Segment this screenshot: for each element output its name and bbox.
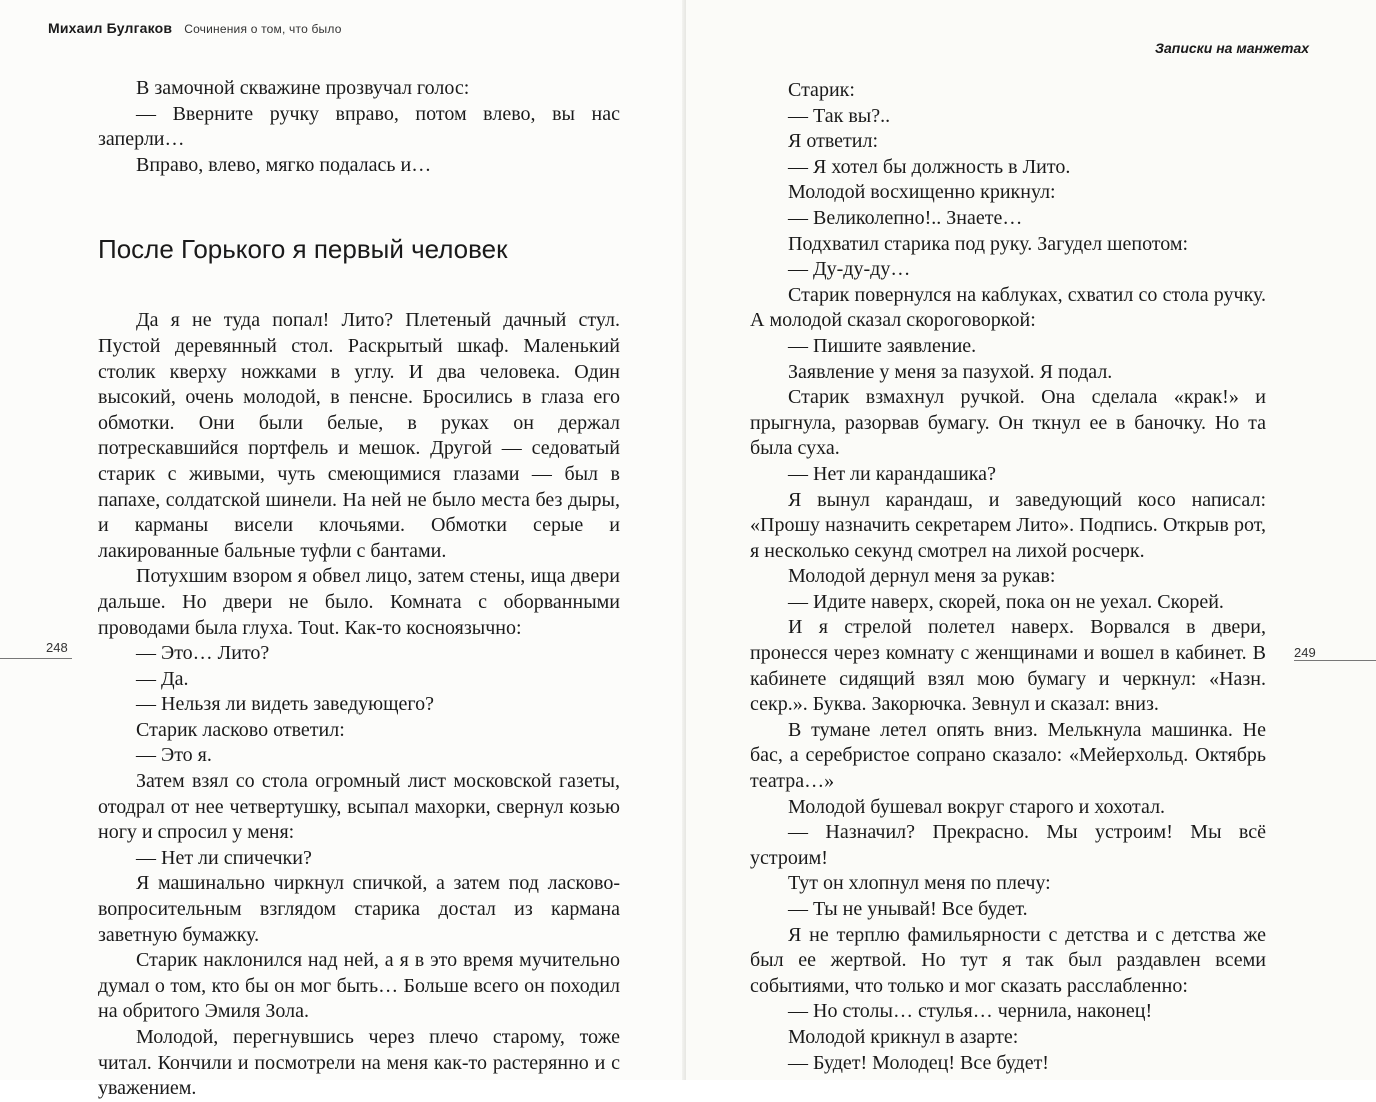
paragraph: — Назначил? Прекрасно. Мы устроим! Мы всё устроим! xyxy=(750,821,1266,869)
left-page-text xyxy=(98,76,620,1102)
paragraph: Старик повернулся на каблуках, схватил со стола ручку. А молодой сказал скороговоркой: xyxy=(750,283,1266,332)
paragraph: — Вверните ручку вправо, потом влево, вы нас заперли… xyxy=(98,102,620,151)
paragraph: Молодой дернул меня за рукав: xyxy=(788,565,1056,588)
paragraph: Старик: xyxy=(788,79,855,101)
running-head-author: Михаил Булгаков xyxy=(48,20,173,36)
paragraph: Затем взял со стола огромный лист московской газеты, отодрал от нее четвертушку, всыпал махорки, свернул козью ногу и спросил у меня: xyxy=(98,770,620,844)
paragraph: — Ты не унывай! Все будет. xyxy=(788,898,1028,920)
paragraph: Старик наклонился над ней, а я в это время мучительно думал о том, кто бы он мог быть… Больше всего он походил на обритого Эмиля Зола. xyxy=(98,949,620,1023)
paragraph: Молодой восхищенно крикнул: xyxy=(788,181,1056,204)
paragraph: В замочной скважине прозвучал голос: xyxy=(136,77,470,99)
paragraph: Молодой крикнул в азарте: xyxy=(788,1025,1019,1048)
paragraph: Молодой бушевал вокруг старого и хохотал. xyxy=(788,795,1166,818)
paragraph: — Идите наверх, скорей, пока он не уехал. Скорей. xyxy=(788,590,1224,613)
right-page-text xyxy=(750,78,1266,1076)
paragraph: Я не терплю фамильярности с детства и с детства же был ее жертвой. Но тут я так был раздавлен всеми событиями, что только и мог сказать расслабленно: xyxy=(750,923,1266,997)
paragraph: — Будет! Молодец! Все будет! xyxy=(788,1051,1049,1074)
chapter-title: После Горького я первый человек xyxy=(98,234,508,265)
paragraph: — Ду-ду-ду… xyxy=(788,258,911,281)
paragraph: — Великолепно!.. Знаете… xyxy=(788,206,1023,229)
paragraph: Подхватил старика под руку. Загудел шепотом: xyxy=(788,232,1189,255)
paragraph: Молодой, перегнувшись через плечо старому, тоже читал. Кончили и посмотрели на меня как-то растерянно и с уважением. xyxy=(98,1026,620,1100)
paragraph: Старик взмахнул ручкой. Она сделала «крак!» и прыгнула, разорвав бумагу. Он ткнул ее в баночку. Но та была суха. xyxy=(750,386,1266,460)
page-number-left: 248 xyxy=(46,640,68,655)
paragraph: Я ответил: xyxy=(788,130,878,153)
paragraph: Заявление у меня за пазухой. Я подал. xyxy=(788,360,1113,383)
paragraph: Да я не туда попал! Лито? Плетеный дачный стул. Пустой деревянный стол. Раскрытый шкаф. Маленький столик кверху ножками в углу. И два человека. Один высокий, очень молодой, в пенсне. Бросились в глаза его обмотки. Они были белые, в руках он держал потрескавшийся портфель и мешок. Другой — седоватый старик с живыми, чуть смеющимися глазами — был в папахе, солдатской шинели. На ней не было места без дыры, и карманы висели клочьями. Обмотки серые и лакированные бальные туфли с бантами. xyxy=(98,309,620,562)
paragraph: — Это я. xyxy=(136,744,212,767)
paragraph: — Так вы?.. xyxy=(788,104,891,127)
paragraph: — Нет ли карандашика? xyxy=(788,462,996,485)
page-number-right: 249 xyxy=(1294,645,1316,660)
paragraph: Вправо, влево, мягко подалась и… xyxy=(136,153,432,176)
paragraph: — Да. xyxy=(136,667,189,690)
right-running-head: Записки на манжетах xyxy=(1155,40,1310,56)
paragraph: В тумане летел опять вниз. Мелькнула машинка. Не бас, а серебристое сопрано сказало: «Мейерхольд. Октябрь театра…» xyxy=(750,718,1266,793)
paragraph: — Но столы… стулья… чернила, наконец! xyxy=(788,1000,1153,1023)
running-head-work: Сочинения о том, что было xyxy=(184,22,342,36)
paragraph: Потухшим взором я обвел лицо, затем стены, ища двери дальше. Но двери не было. Комната с оборванными проводами была глуха. Tout. Как-то косноязычно: xyxy=(98,565,620,639)
paragraph: — Нельзя ли видеть заведующего? xyxy=(136,693,434,716)
paragraph: — Я хотел бы должность в Лито. xyxy=(788,155,1071,178)
paragraph: — Нет ли спичечки? xyxy=(136,846,312,869)
paragraph: Я машинально чиркнул спичкой, а затем под ласково-вопросительным взглядом старика достал из кармана заветную бумажку. xyxy=(98,872,620,946)
paragraph: Старик ласково ответил: xyxy=(136,718,345,741)
paragraph: И я стрелой полетел наверх. Ворвался в двери, пронесся через комнату с женщинами и вошел в кабинет. В кабинете сидящий взял мою бумагу и черкнул: «Назн. секр.». Буква. Закорючка. Зевнул и сказал: вниз. xyxy=(750,616,1266,716)
folio-rule-right xyxy=(1294,660,1376,661)
paragraph: Я вынул карандаш, и заведующий косо написал: «Прошу назначить секретарем Лито». Подпись. Открыв рот, я несколько секунд смотрел на лихой росчерк. xyxy=(750,488,1266,562)
left-running-head xyxy=(48,20,342,36)
paragraph: Тут он хлопнул меня по плечу: xyxy=(788,872,1051,895)
paragraph: — Это… Лито? xyxy=(136,642,270,665)
folio-rule-left xyxy=(0,658,72,659)
left-page xyxy=(0,0,686,1100)
paragraph: — Пишите заявление. xyxy=(788,334,977,357)
